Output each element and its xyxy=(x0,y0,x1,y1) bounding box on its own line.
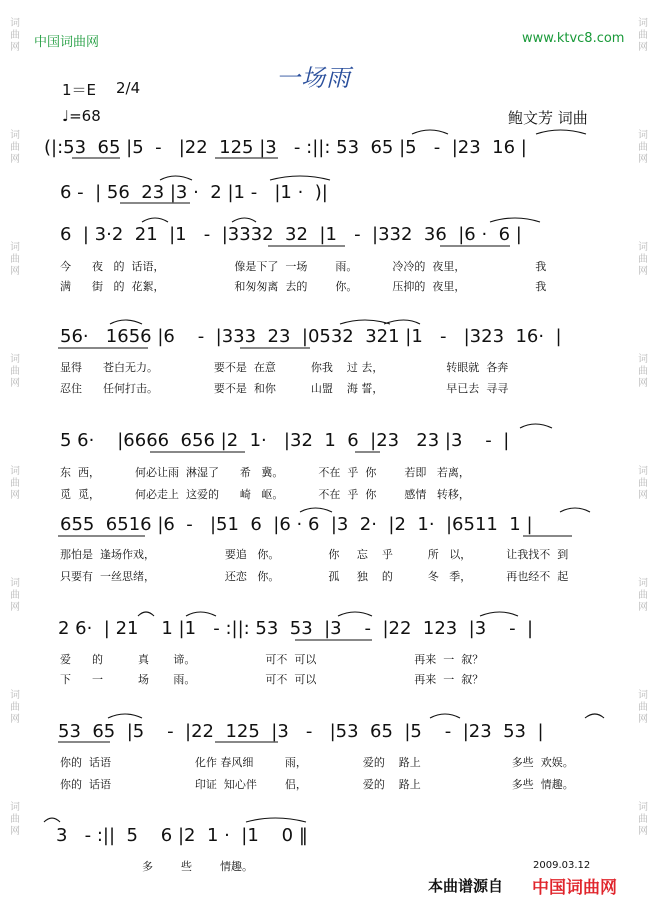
slur-mark xyxy=(270,176,330,180)
watermark-glyph: 词 xyxy=(638,354,648,365)
watermark-glyph: 词 xyxy=(638,130,648,141)
watermark-column xyxy=(4,130,26,166)
watermark-glyph: 网 xyxy=(10,714,20,725)
watermark-glyph: 词 xyxy=(638,690,648,701)
slur-mark xyxy=(138,612,154,616)
slur-mark xyxy=(160,176,192,180)
key-signature: 1＝E xyxy=(62,81,97,99)
score-line-9: 3 - :|| 5 6 |2 1 · |1 0 ‖ xyxy=(56,825,308,846)
score-line-3: 6 | 3·2 21 |1 - |3332 32 |1 - |332 36 |6 · 6 | xyxy=(60,224,522,245)
site-url-right[interactable]: www.ktvc8.com xyxy=(522,31,625,46)
slur-mark xyxy=(246,818,306,822)
watermark-column xyxy=(632,802,654,838)
watermark-glyph: 曲 xyxy=(10,590,20,601)
watermark-glyph: 网 xyxy=(10,490,20,501)
watermark-glyph: 网 xyxy=(10,266,20,277)
lyrics-line-6-verse-2: 只要有 一丝思绪， 还恋 你。 孤 独 的 冬 季， 再也经不 起 xyxy=(60,570,569,583)
watermark-glyph: 网 xyxy=(638,826,648,837)
watermark-glyph: 网 xyxy=(638,42,648,53)
watermark-glyph: 网 xyxy=(10,42,20,53)
slur-mark xyxy=(490,218,540,222)
watermark-glyph: 曲 xyxy=(638,366,648,377)
watermark-glyph: 网 xyxy=(638,490,648,501)
watermark-glyph: 曲 xyxy=(638,478,648,489)
slur-mark xyxy=(338,612,372,616)
tempo-value: =68 xyxy=(69,107,101,125)
watermark-glyph: 曲 xyxy=(638,590,648,601)
slur-mark xyxy=(142,218,168,222)
slur-mark xyxy=(300,508,332,512)
watermark-glyph: 曲 xyxy=(638,30,648,41)
lyrics-line-3-verse-1: 今 夜 的 话语， 像是下了 一场 雨。 冷冷的 夜里， 我 xyxy=(60,260,547,273)
watermark-glyph: 词 xyxy=(10,466,20,477)
watermark-glyph: 曲 xyxy=(10,366,20,377)
slur-mark xyxy=(412,130,448,134)
watermark-glyph: 词 xyxy=(10,690,20,701)
watermark-glyph: 曲 xyxy=(10,814,20,825)
watermark-glyph: 网 xyxy=(10,378,20,389)
watermark-column xyxy=(4,466,26,502)
slur-mark xyxy=(186,612,216,616)
watermark-glyph: 词 xyxy=(10,802,20,813)
watermark-column xyxy=(632,18,654,54)
site-name-left: 中国词曲网 xyxy=(34,35,100,50)
slur-mark xyxy=(110,320,142,324)
watermark-glyph: 词 xyxy=(10,578,20,589)
lyrics-line-9-verse-1: 多 些 情趣。 xyxy=(142,860,253,873)
watermark-column xyxy=(632,242,654,278)
watermark-glyph: 网 xyxy=(638,154,648,165)
slur-mark xyxy=(536,130,586,134)
publish-date: 2009.03.12 xyxy=(533,860,591,871)
song-title: 一场雨 xyxy=(276,64,351,92)
slur-mark xyxy=(232,218,256,222)
slur-mark xyxy=(430,714,460,718)
lyrics-line-8-verse-1: 你的 话语 化作 春风细 雨， 爱的 路上 多些 欢娱。 xyxy=(60,756,574,769)
watermark-glyph: 曲 xyxy=(638,814,648,825)
score-line-2: 6 - | 56 23 |3 · 2 |1 - |1 · )| xyxy=(60,182,328,203)
watermark-glyph: 曲 xyxy=(10,478,20,489)
watermark-column xyxy=(4,354,26,390)
watermark-glyph: 曲 xyxy=(10,30,20,41)
watermark-glyph: 曲 xyxy=(10,254,20,265)
lyrics-line-4-verse-1: 显得 苍白无力。 要不是 在意 你我 过 去， 转眼就 各奔 xyxy=(60,361,509,374)
watermark-glyph: 网 xyxy=(638,714,648,725)
score-line-8: 53 65 |5 - |22 125 |3 - |53 65 |5 - |23 53 | xyxy=(58,721,544,742)
watermark-column xyxy=(632,354,654,390)
slur-mark xyxy=(480,612,518,616)
watermark-glyph: 网 xyxy=(638,378,648,389)
watermark-glyph: 曲 xyxy=(638,142,648,153)
score-line-4: 56· 1656 |6 - |333 23 |0532 321 |1 - |323 16· | xyxy=(60,326,562,347)
watermark-glyph: 词 xyxy=(638,466,648,477)
watermark-glyph: 网 xyxy=(638,266,648,277)
lyrics-line-7-verse-2: 下 一 场 雨。 可不 可以 再来 一 叙？ xyxy=(60,673,484,686)
watermark-column xyxy=(632,130,654,166)
lyrics-line-4-verse-2: 忍住 任何打击。 要不是 和你 山盟 海 誓， 早已去 寻寻 xyxy=(60,382,509,395)
watermark-column xyxy=(632,466,654,502)
watermark-glyph: 曲 xyxy=(638,254,648,265)
slur-mark xyxy=(340,320,390,324)
watermark-glyph: 网 xyxy=(10,154,20,165)
watermark-glyph: 词 xyxy=(638,242,648,253)
slur-mark xyxy=(384,320,420,324)
quarter-note-icon: ♩ xyxy=(62,107,70,125)
watermark-glyph: 词 xyxy=(638,578,648,589)
source-site-link[interactable]: 中国词曲网 xyxy=(532,878,617,898)
lyrics-line-6-verse-1: 那怕是 逢场作戏， 要追 你。 你 忘 乎 所 以， 让我找不 到 xyxy=(60,548,569,561)
watermark-glyph: 词 xyxy=(638,802,648,813)
lyrics-line-5-verse-2: 觅 觅， 何必走上 这爱的 崎 岖。 不在 乎 你 感情 转移， xyxy=(60,488,470,501)
watermark-glyph: 曲 xyxy=(638,702,648,713)
lyrics-line-3-verse-2: 满 街 的 花絮， 和匆匆离 去的 你。 压抑的 夜里， 我 xyxy=(60,280,547,293)
watermark-glyph: 词 xyxy=(10,242,20,253)
watermark-glyph: 曲 xyxy=(10,702,20,713)
score-line-7: 2 6· | 21 1 |1 - :||: 53 53 |3 - |22 123 |3 - | xyxy=(58,618,534,639)
slur-mark xyxy=(44,818,60,822)
watermark-glyph: 词 xyxy=(10,18,20,29)
watermark-glyph: 网 xyxy=(10,602,20,613)
source-label: 本曲谱源自 xyxy=(428,877,504,895)
score-line-6: 655 6516 |6 - |51 6 |6 · 6 |3 2· |2 1· |6511 1 | xyxy=(60,514,533,535)
watermark-column xyxy=(4,18,26,54)
watermark-column xyxy=(4,802,26,838)
watermark-glyph: 曲 xyxy=(10,142,20,153)
lyrics-line-8-verse-2: 你的 话语 印证 知心伴 侣， 爱的 路上 多些 情趣。 xyxy=(60,778,574,791)
score-line-5: 5 6· |6666 656 |2 1· |32 1 6 |23 23 |3 - | xyxy=(60,430,510,451)
slur-mark xyxy=(585,714,604,718)
watermark-column xyxy=(4,242,26,278)
composer-credit: 鲍文芳 词曲 xyxy=(508,109,588,127)
watermark-column xyxy=(632,578,654,614)
watermark-column xyxy=(4,690,26,726)
watermark-glyph: 词 xyxy=(638,18,648,29)
slur-mark xyxy=(108,714,142,718)
score-line-1: (|:53 65 |5 - |22 125 |3 - :||: 53 65 |5 - |23 16 | xyxy=(44,137,527,158)
slur-mark xyxy=(520,424,552,428)
watermark-column xyxy=(4,578,26,614)
tempo-marking xyxy=(62,107,101,125)
watermark-glyph: 词 xyxy=(10,130,20,141)
lyrics-line-7-verse-1: 爱 的 真 谛。 可不 可以 再来 一 叙？ xyxy=(60,653,484,666)
time-signature: 2/4 xyxy=(116,79,141,97)
watermark-column xyxy=(632,690,654,726)
slur-mark xyxy=(560,508,590,512)
lyrics-line-5-verse-1: 东 西， 何必让雨 淋湿了 希 冀。 不在 乎 你 若即 若离， xyxy=(60,466,470,479)
watermark-glyph: 网 xyxy=(638,602,648,613)
watermark-glyph: 网 xyxy=(10,826,20,837)
watermark-glyph: 词 xyxy=(10,354,20,365)
